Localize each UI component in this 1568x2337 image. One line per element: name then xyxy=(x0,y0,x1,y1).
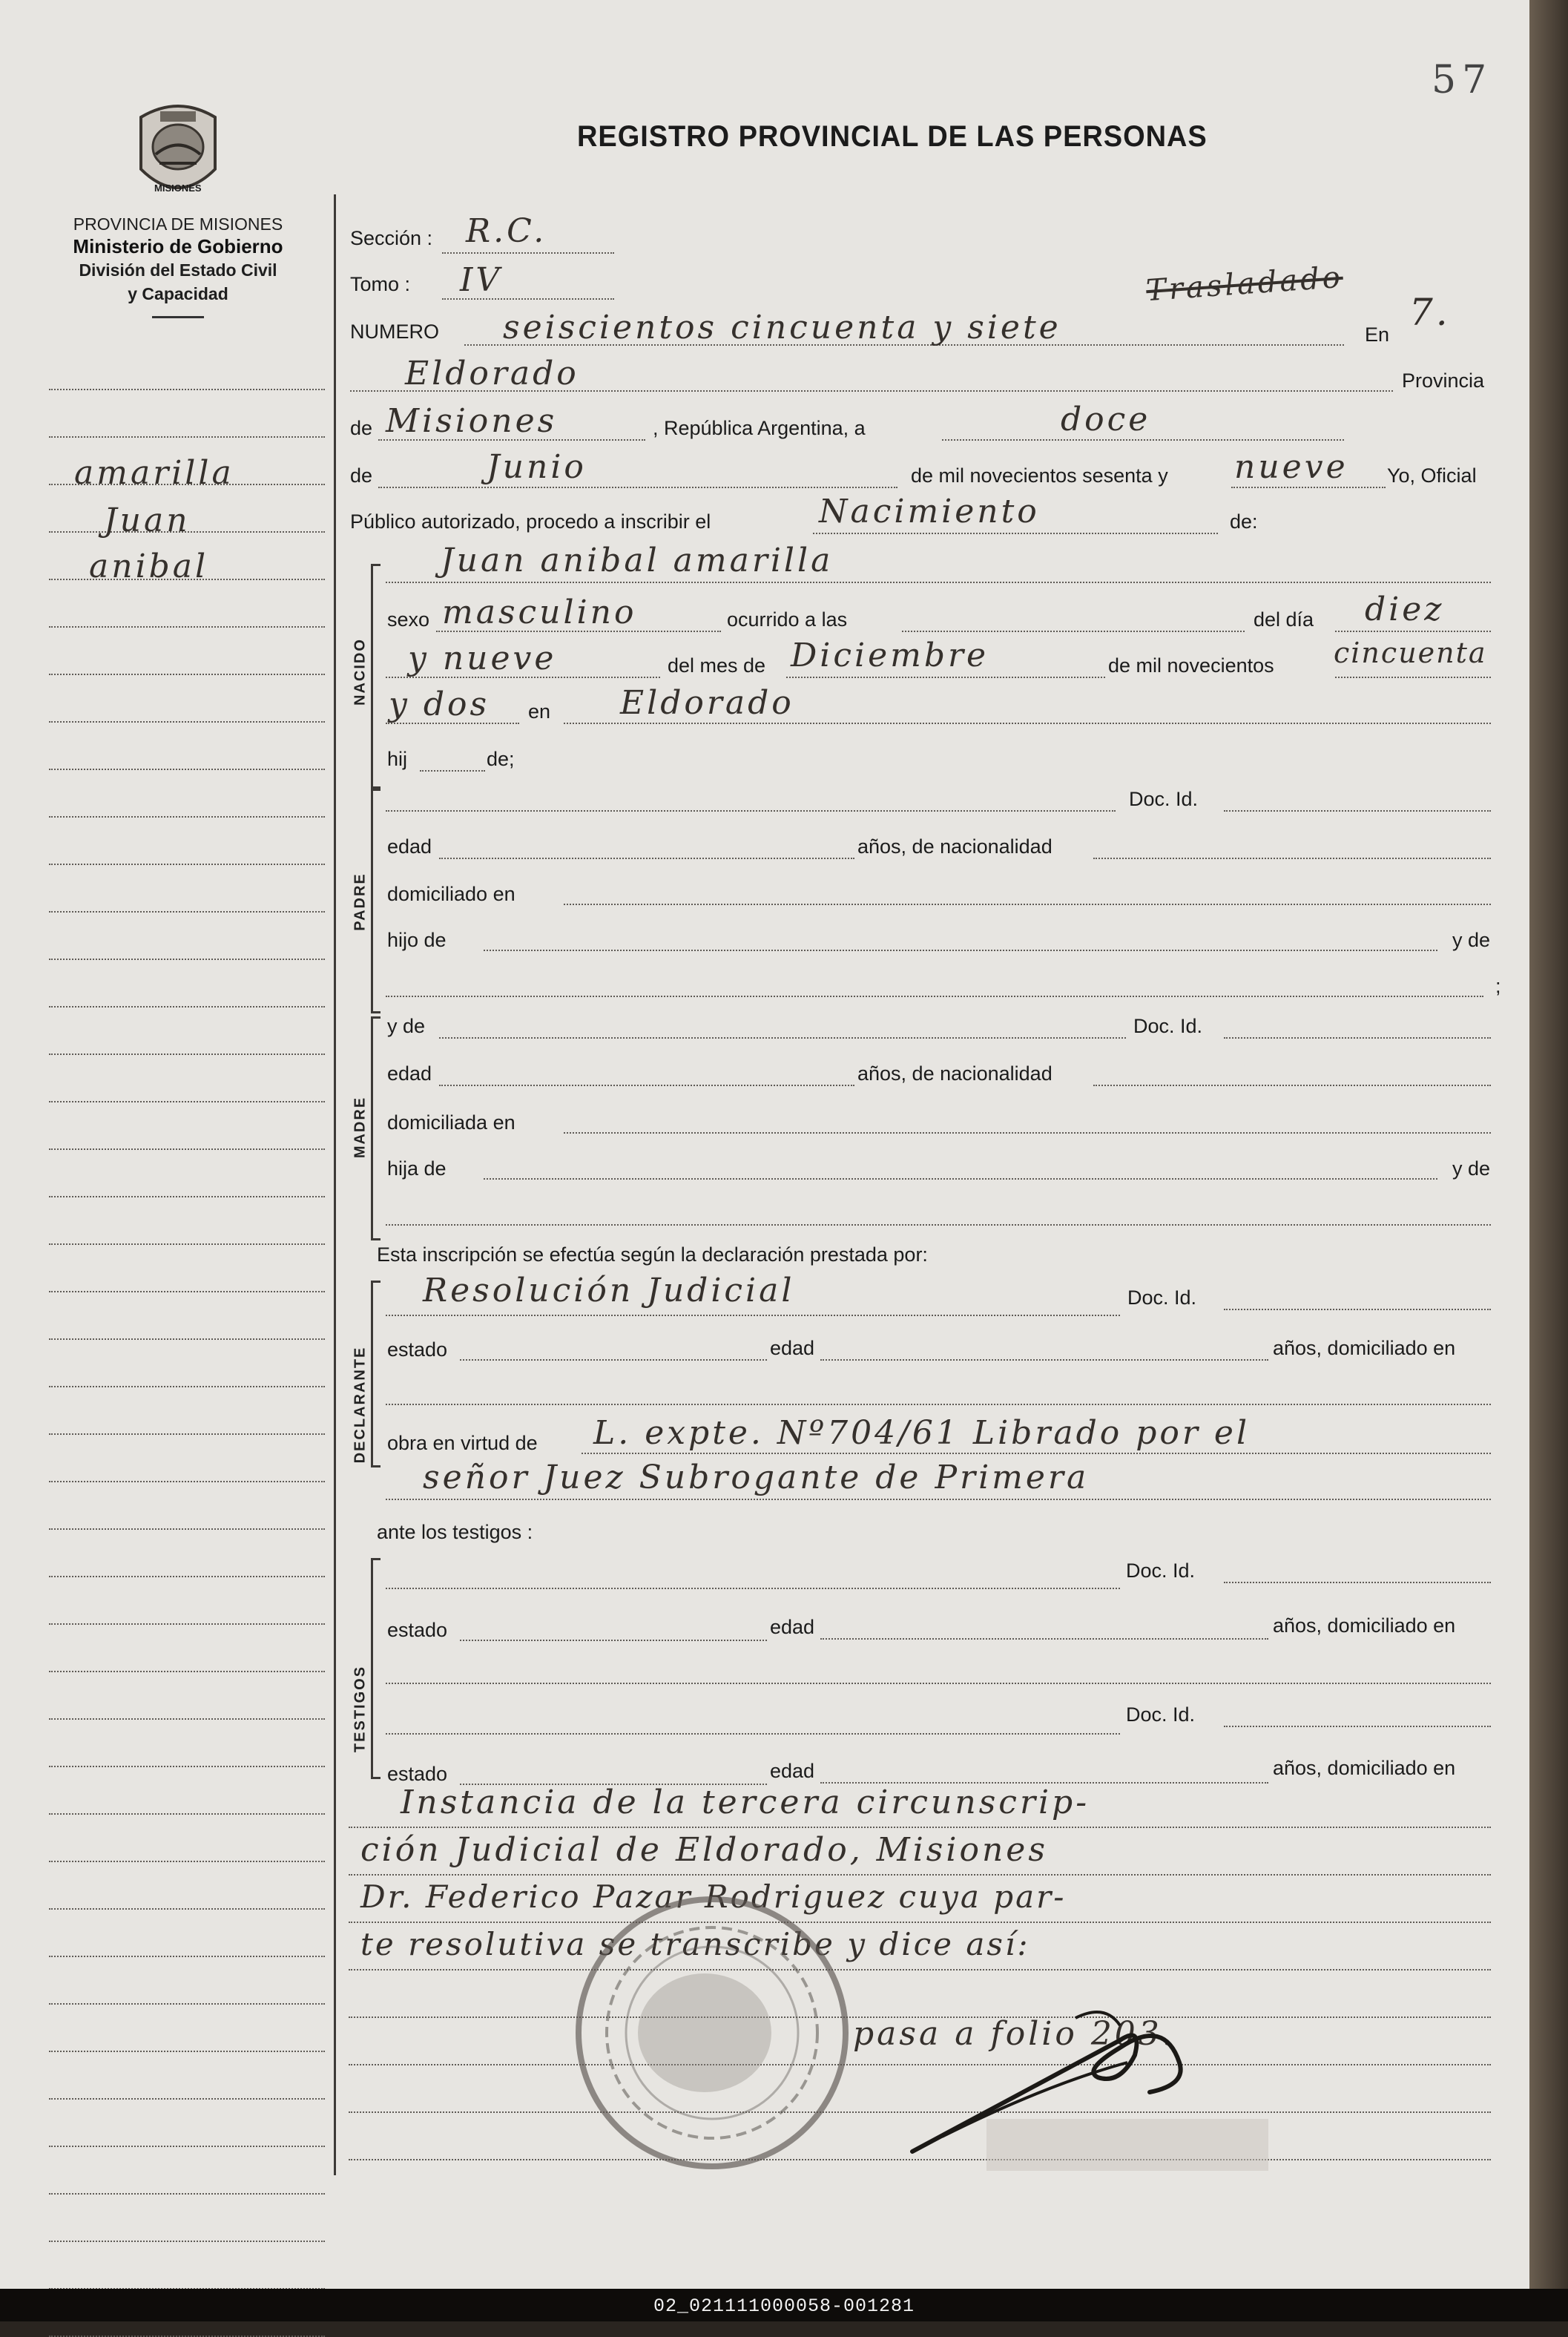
label-de-semicolon: de; xyxy=(487,748,515,770)
line-edad-testigo-1 xyxy=(820,1638,1268,1640)
label-hijo-de: hijo de xyxy=(387,929,447,951)
label-estado-declarante: estado xyxy=(387,1338,448,1361)
bracket-declarante xyxy=(371,1281,381,1467)
line-cont-2 xyxy=(349,1874,1491,1876)
line-domicilio-padre xyxy=(564,904,1491,905)
margin-ruled-line xyxy=(49,864,325,865)
value-anio: nueve xyxy=(1234,448,1348,486)
value-nombre: Juan anibal amarilla xyxy=(441,542,834,579)
issuer-capacity: y Capacidad xyxy=(128,284,228,303)
label-hij: hij xyxy=(387,748,408,770)
value-lugar-nac: Eldorado xyxy=(620,684,794,722)
label-mil-novecientos-nac: de mil novecientos xyxy=(1108,654,1274,677)
margin-ruled-line xyxy=(49,1101,325,1102)
value-cont-3: Dr. Federico Pazar Rodriguez cuya par- xyxy=(360,1879,1067,1915)
line-testigo-2 xyxy=(386,1733,1120,1735)
value-cont-1: Instancia de la tercera circunscrip- xyxy=(401,1784,1090,1821)
margin-ruled-line xyxy=(49,674,325,675)
label-esta-inscripcion: Esta inscripción se efectúa según la declaración prestada por: xyxy=(377,1243,928,1266)
margin-note-name-1: Juan xyxy=(104,502,191,539)
page-title: REGISTRO PROVINCIAL DE LAS PERSONAS xyxy=(577,120,1208,153)
margin-ruled-line xyxy=(49,1908,325,1910)
line-doc-id-testigo-2 xyxy=(1224,1726,1491,1727)
side-label-padre: PADRE xyxy=(352,872,369,931)
margin-ruled-line xyxy=(49,2193,325,2195)
value-anio-nac: cincuenta xyxy=(1334,637,1487,669)
label-seccion: Sección : xyxy=(350,227,433,249)
line-doc-id-madre xyxy=(1224,1037,1491,1039)
label-obra-en-virtud: obra en virtud de xyxy=(387,1432,538,1454)
issuer-ministry: Ministerio de Gobierno xyxy=(73,235,283,257)
line-domicilio-declarante xyxy=(386,1404,1491,1405)
label-mil-sesenta: de mil novecientos sesenta y xyxy=(911,464,1168,487)
value-mes: Junio xyxy=(487,448,587,486)
label-nacionalidad-padre: años, de nacionalidad xyxy=(857,835,1053,858)
margin-ruled-line xyxy=(49,769,325,770)
value-provincia: Misiones xyxy=(386,402,558,440)
official-round-stamp xyxy=(564,1884,860,2181)
line-padre-extra xyxy=(386,996,1483,997)
margin-ruled-line xyxy=(49,1196,325,1197)
bracket-nacido xyxy=(371,564,381,791)
margin-ruled-line xyxy=(49,389,325,390)
line-nacionalidad-padre xyxy=(1093,858,1491,859)
label-semicolon: ; xyxy=(1495,975,1501,997)
faint-stamp-block xyxy=(986,2119,1268,2171)
margin-ruled-line xyxy=(49,436,325,438)
margin-ruled-line xyxy=(49,1243,325,1245)
label-de-provincia: de xyxy=(350,417,373,439)
value-anio-nac-2: y dos xyxy=(389,686,490,723)
label-del-dia: del día xyxy=(1254,608,1314,631)
label-hija-de: hija de xyxy=(387,1157,447,1180)
label-doc-id-madre: Doc. Id. xyxy=(1133,1015,1203,1037)
image-identifier: 02_021111000058-001281 xyxy=(653,2295,915,2317)
label-nacionalidad-madre: años, de nacionalidad xyxy=(857,1062,1053,1085)
label-edad-testigo-1: edad xyxy=(770,1616,815,1638)
line-hija-de xyxy=(484,1178,1437,1180)
line-mes-nac xyxy=(786,677,1105,678)
margin-ruled-line xyxy=(49,1291,325,1292)
margin-ruled-line xyxy=(49,1623,325,1625)
margin-ruled-line xyxy=(49,1766,325,1767)
line-acto xyxy=(813,533,1218,534)
label-estado-testigo-1: estado xyxy=(387,1619,448,1641)
side-label-madre: MADRE xyxy=(352,1096,369,1159)
label-republica: , República Argentina, a xyxy=(653,417,866,439)
line-madre-nombre xyxy=(439,1037,1126,1039)
value-acto: Nacimiento xyxy=(819,493,1040,530)
margin-ruled-line xyxy=(49,1956,325,1957)
bracket-padre xyxy=(371,786,381,1013)
line-hij xyxy=(420,770,485,772)
label-y-de-madre: y de xyxy=(387,1015,426,1037)
value-mes-nac: Diciembre xyxy=(791,637,989,674)
side-label-declarante: DECLARANTE xyxy=(352,1346,369,1464)
label-del-mes: del mes de xyxy=(668,654,766,677)
margin-ruled-line xyxy=(49,911,325,913)
margin-ruled-line xyxy=(49,1528,325,1530)
margin-ruled-line xyxy=(49,2241,325,2242)
margin-ruled-line xyxy=(49,1006,325,1008)
line-seccion xyxy=(442,252,614,254)
line-padre-nombre xyxy=(386,810,1116,812)
label-domiciliado-testigo-2: años, domiciliado en xyxy=(1273,1757,1456,1779)
page-number: 57 xyxy=(1432,58,1493,102)
value-declarante: Resolución Judicial xyxy=(423,1272,795,1309)
line-anio-nac xyxy=(1335,677,1491,678)
margin-ruled-line xyxy=(49,1338,325,1340)
margin-ruled-line xyxy=(49,1576,325,1577)
label-sexo: sexo xyxy=(387,608,430,631)
line-nacionalidad-madre xyxy=(1093,1085,1491,1086)
label-yo-oficial: Yo, Oficial xyxy=(1387,464,1477,487)
value-tomo: IV xyxy=(460,261,503,299)
label-de-mes: de xyxy=(350,464,373,487)
value-numero-suffix: 7. xyxy=(1409,291,1451,334)
bracket-madre xyxy=(371,1016,381,1240)
label-edad-declarante: edad xyxy=(770,1337,815,1359)
value-numero: seiscientos cincuenta y siete xyxy=(503,309,1061,346)
line-doc-id-testigo-1 xyxy=(1224,1582,1491,1583)
label-domiciliado-testigo-1: años, domiciliado en xyxy=(1273,1614,1456,1637)
line-lugar-nac xyxy=(564,723,1491,724)
label-tomo: Tomo : xyxy=(350,273,411,295)
value-seccion: R.C. xyxy=(466,212,547,250)
margin-ruled-line xyxy=(49,1718,325,1720)
label-en: En xyxy=(1365,323,1390,346)
label-y-de-hija: y de xyxy=(1452,1157,1491,1180)
line-estado-testigo-1 xyxy=(460,1640,767,1641)
line-doc-id-declarante xyxy=(1224,1309,1491,1310)
margin-ruled-line xyxy=(49,1148,325,1150)
label-domiciliada-madre: domiciliada en xyxy=(387,1111,515,1134)
issuer-province: PROVINCIA DE MISIONES xyxy=(73,214,283,234)
line-nombre xyxy=(386,582,1491,583)
line-obra-1 xyxy=(582,1453,1491,1454)
line-cont-4 xyxy=(349,1969,1491,1970)
margin-ruled-line xyxy=(49,1813,325,1815)
margin-ruled-line xyxy=(49,2146,325,2147)
line-edad-declarante xyxy=(820,1359,1268,1361)
issuer-divider xyxy=(152,316,204,318)
label-ocurrido: ocurrido a las xyxy=(727,608,848,631)
line-dia-nac xyxy=(1335,631,1491,632)
margin-note-surname: amarilla xyxy=(74,454,234,492)
label-doc-id-declarante: Doc. Id. xyxy=(1127,1286,1197,1309)
line-madre-extra xyxy=(386,1224,1491,1226)
label-domiciliado-padre: domiciliado en xyxy=(387,883,515,905)
value-obra-1: L. expte. Nº704/61 Librado por el xyxy=(593,1414,1251,1452)
line-dia xyxy=(942,439,1344,441)
issuer-block xyxy=(30,214,326,318)
margin-ruled-line xyxy=(49,1861,325,1862)
value-dia-nac: diez xyxy=(1365,591,1445,628)
label-edad-madre: edad xyxy=(387,1062,432,1085)
seal-label: MISIONES xyxy=(154,183,202,194)
line-mes xyxy=(378,487,897,488)
line-edad-madre xyxy=(439,1085,854,1086)
main-vertical-rule xyxy=(334,194,336,2175)
label-doc-id-testigo-1: Doc. Id. xyxy=(1126,1559,1196,1582)
label-doc-id-padre: Doc. Id. xyxy=(1129,788,1199,810)
margin-ruled-line xyxy=(49,1433,325,1435)
label-en-lugar: en xyxy=(528,700,551,723)
label-edad-padre: edad xyxy=(387,835,432,858)
margin-ruled-line xyxy=(49,1481,325,1482)
margin-ruled-line xyxy=(49,721,325,723)
value-sexo: masculino xyxy=(442,594,637,631)
line-doc-id-padre xyxy=(1224,810,1491,812)
label-provincia: Provincia xyxy=(1402,369,1485,392)
line-obra-2 xyxy=(386,1499,1491,1500)
line-domicilio-madre xyxy=(564,1132,1491,1134)
margin-ruled-line xyxy=(49,816,325,818)
line-declarante xyxy=(386,1315,1120,1316)
margin-ruled-line xyxy=(49,626,325,628)
margin-ruled-line xyxy=(49,2051,325,2052)
label-y-de-padre: y de xyxy=(1452,929,1491,951)
value-localidad: Eldorado xyxy=(405,355,579,392)
side-label-nacido: NACIDO xyxy=(352,638,369,706)
line-anio xyxy=(1231,487,1386,488)
label-edad-testigo-2: edad xyxy=(770,1760,815,1782)
line-hijo-de xyxy=(484,950,1437,951)
value-pasa-folio: pasa a folio 203. xyxy=(853,2015,1176,2053)
label-de-colon: de: xyxy=(1230,510,1258,533)
margin-ruled-line xyxy=(49,1386,325,1387)
margin-ruled-line xyxy=(49,2003,325,2005)
line-domicilio-testigo-1 xyxy=(386,1683,1491,1684)
label-numero: NUMERO xyxy=(350,321,439,343)
line-edad-padre xyxy=(439,858,854,859)
coat-of-arms-seal xyxy=(126,95,230,206)
issuer-division: División del Estado Civil xyxy=(79,260,277,280)
line-cont-1 xyxy=(349,1827,1491,1828)
line-cont-3 xyxy=(349,1922,1491,1923)
side-label-testigos: TESTIGOS xyxy=(352,1665,369,1753)
label-estado-testigo-2: estado xyxy=(387,1763,448,1785)
margin-ruled-line xyxy=(49,1054,325,1055)
margin-ruled-line xyxy=(49,959,325,960)
line-estado-declarante xyxy=(460,1359,767,1361)
value-cont-2: ción Judicial de Eldorado, Misiones xyxy=(360,1831,1048,1869)
margin-ruled-line xyxy=(49,1671,325,1672)
value-cont-4: te resolutiva se transcribe y dice así: xyxy=(360,1926,1030,1962)
label-publico: Público autorizado, procedo a inscribir el xyxy=(350,510,711,533)
margin-note-name-2: anibal xyxy=(89,548,209,585)
annotation-trasladado: Trasladado xyxy=(1144,260,1345,309)
label-domiciliado-declarante: años, domiciliado en xyxy=(1273,1337,1456,1359)
bracket-testigos xyxy=(371,1558,381,1779)
value-dia-nac-2: y nueve xyxy=(408,640,557,677)
line-testigo-1 xyxy=(386,1588,1120,1589)
label-doc-id-testigo-2: Doc. Id. xyxy=(1126,1703,1196,1726)
value-dia: doce xyxy=(1061,401,1151,438)
book-edge xyxy=(1529,0,1568,2289)
label-ante-testigos: ante los testigos : xyxy=(377,1521,533,1543)
line-hora xyxy=(902,631,1245,632)
margin-ruled-line xyxy=(49,2098,325,2100)
value-obra-2: señor Juez Subrogante de Primera xyxy=(423,1459,1090,1496)
